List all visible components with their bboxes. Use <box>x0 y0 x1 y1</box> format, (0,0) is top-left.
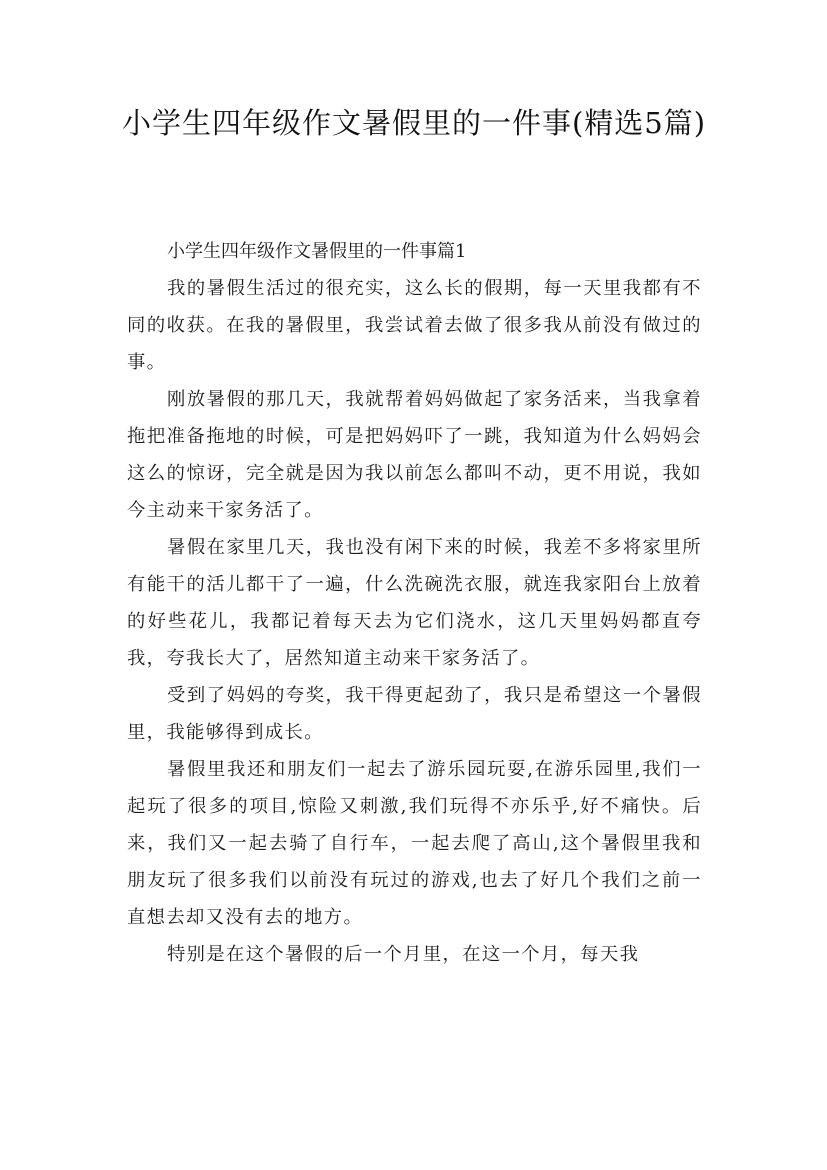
paragraph-2: 刚放暑假的那几天，我就帮着妈妈做起了家务活来，当我拿着拖把准备拖地的时候，可是把妈妈吓了一跳，我知道为什么妈妈会这么的惊讶，完全就是因为我以前怎么都叫不动，更不用说，我如今主动来干家务活了。 <box>127 389 702 521</box>
section-heading: 小学生四年级作文暑假里的一件事篇1 <box>167 241 467 262</box>
document-body <box>127 234 702 973</box>
paragraph-1: 我的暑假生活过的很充实，这么长的假期，每一天里我都有不同的收获。在我的暑假里，我尝试着去做了很多我从前没有做过的事。 <box>127 278 702 373</box>
paragraph-6: 特别是在这个暑假的后一个月里，在这一个月，每天我 <box>167 944 640 965</box>
paragraph-3: 暑假在家里几天，我也没有闲下来的时候，我差不多将家里所有能干的活儿都干了一遍，什么洗碗洗衣服，就连我家阳台上放着的好些花儿，我都记着每天去为它们浇水，这几天里妈妈都直夸我，夸我长大了，居然知道主动来干家务活了。 <box>127 537 702 669</box>
paragraph-4: 受到了妈妈的夸奖，我干得更起劲了，我只是希望这一个暑假里，我能够得到成长。 <box>127 685 702 743</box>
document-title: 小学生四年级作文暑假里的一件事(精选5篇) <box>121 106 707 140</box>
paragraph-5: 暑假里我还和朋友们一起去了游乐园玩耍,在游乐园里,我们一起玩了很多的项目,惊险又刺激,我们玩得不亦乐乎,好不痛快。后来，我们又一起去骑了自行车，一起去爬了高山,这个暑假里我和朋友玩了很多我们以前没有玩过的游戏,也去了好几个我们之前一直想去却又没有去的地方。 <box>127 759 702 928</box>
